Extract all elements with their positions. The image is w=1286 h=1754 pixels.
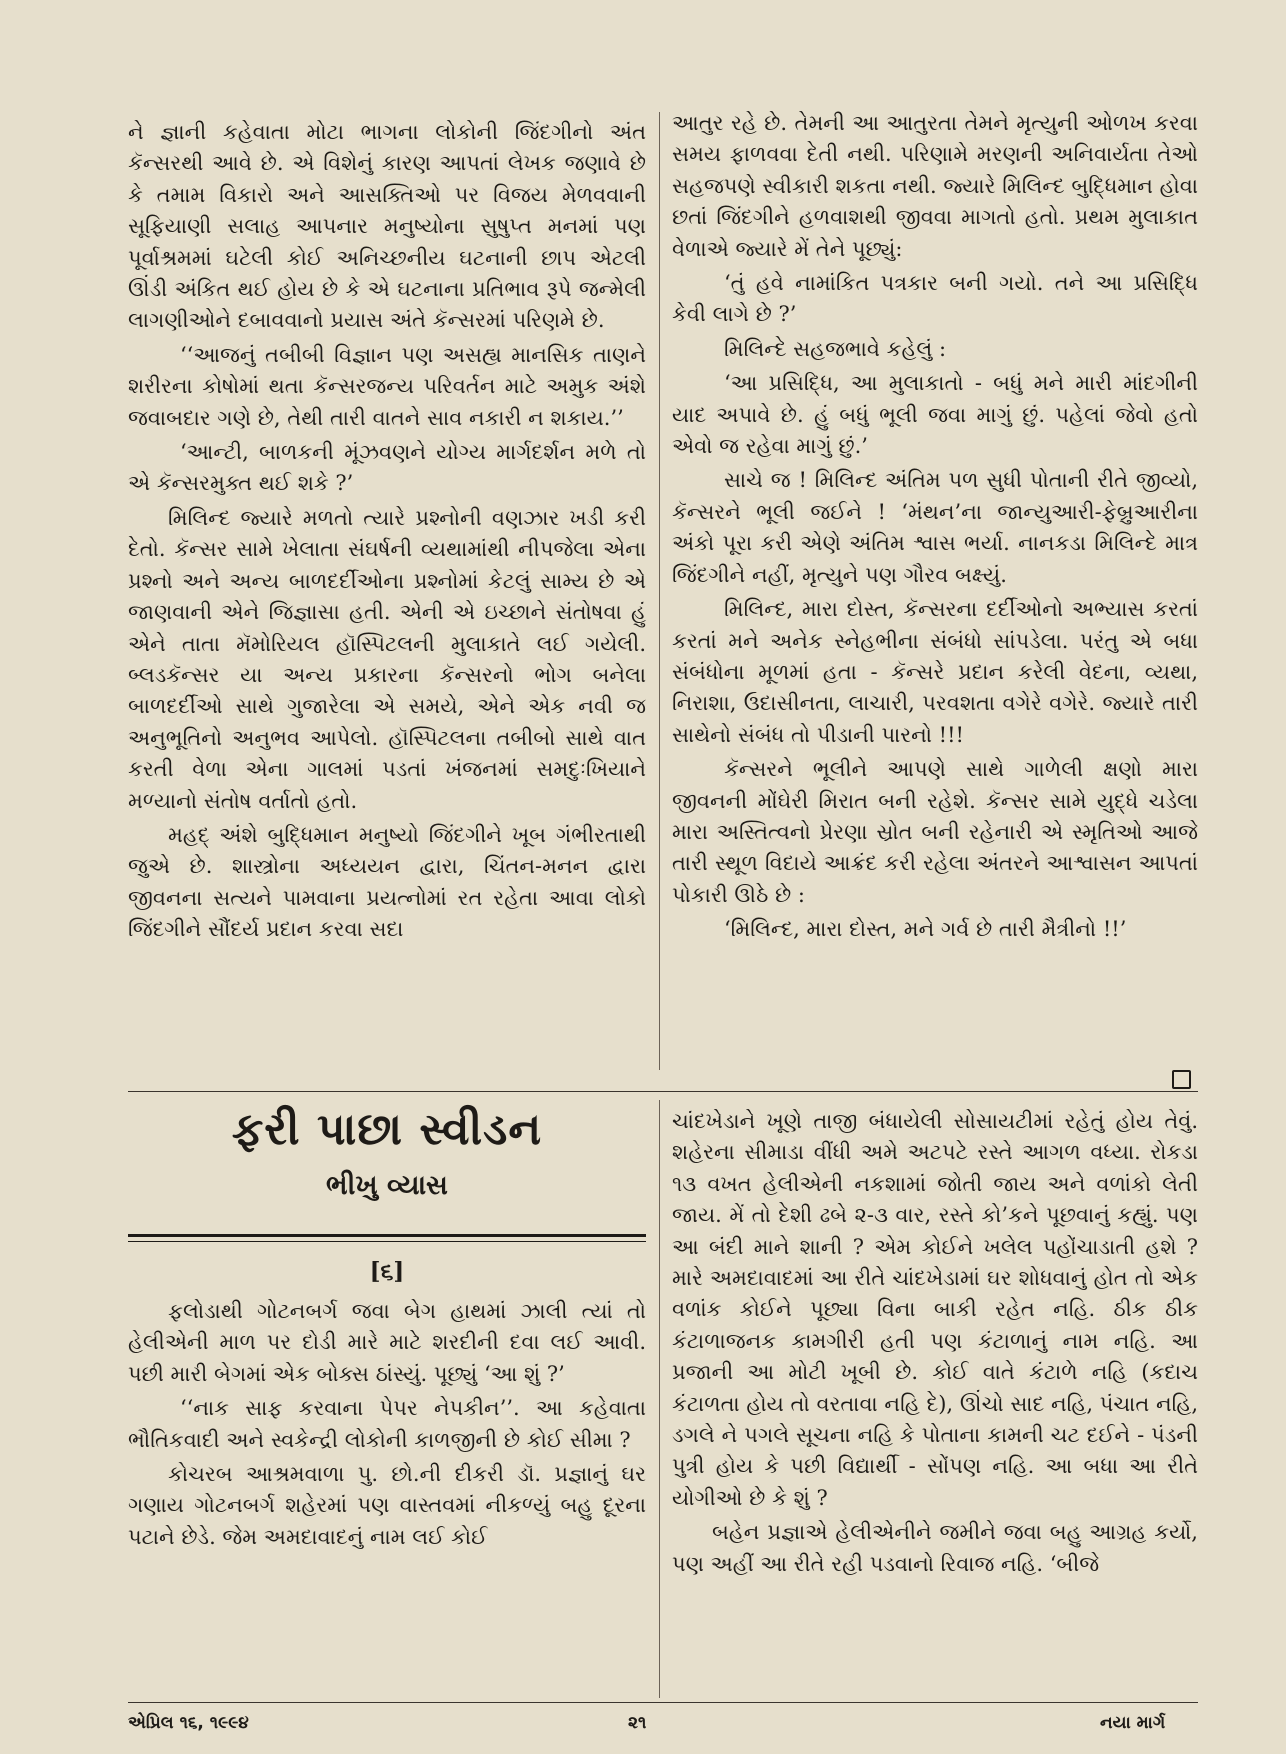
paragraph: ફલોડાથી ગોટનબર્ગ જવા બેગ હાથમાં ઝાલી ત્યાં તો હેલીએની માળ પર દોડી મારે માટે શરદીની દવા લઈ આવી. પછી મારી બેગમાં એક બોક્સ ઠાંસ્યું. પૂછ્યું ‘આ શું ?’ [128,1299,646,1386]
title-rule [128,1234,646,1237]
article-end-mark-icon [1172,1070,1191,1089]
paragraph: ‘‘નાક સાફ કરવાના પેપર નેપકીન’’. આ કહેવાતા ભૌતિકવાદી અને સ્વકેન્દ્રી લોકોની કાળજીની છે કોઈ સીમા ? [128,1396,646,1452]
paragraph: ‘મિલિન્દ, મારા દોસ્ત, મને ગર્વ છે તારી મૈત્રીનો !!’ [724,917,1127,942]
paragraph: ચાંદખેડાને ખૂણે તાજી બંધાયેલી સોસાયટીમાં રહેતું હોય તેવું. શહેરના સીમાડા વીંધી અમે અટપટે રસ્તે આગળ વધ્યા. રોકડા ૧૩ વખત હેલીએની નકશામાં જોતી જાય અને વળાંકો લેતી જાય. મેં તો દેશી ઢબે ૨-૩ વાર, રસ્તે કો’કને પૂછવાનું કહ્યું. પણ આ બંદી માને શાની ? એમ કોઈને ખલેલ પહોંચાડાતી હશે ? મારે અમદાવાદમાં આ રીતે ચાંદખેડામાં ઘર શોધવાનું હોત તો એક વળાંક કોઈને પૂછ્યા વિના બાકી રહેત નહિ. ઠીક ઠીક કંટાળાજનક કામગીરી હતી પણ કંટાળાનું નામ નહિ. આ પ્રજાની આ મોટી ખૂબી છે. કોઈ વાતે કંટાળે નહિ (કદાચ કંટાળતા હોય તો વરતાવા નહિ દે), ઊંચો સાદ નહિ, પંચાત નહિ, ડગલે ને પગલે સૂચના નહિ કે પોતાના કામની ચટ દઈને - પંડની પુત્રી હોય કે પછી વિદ્યાર્થી - સોંપણ નહિ. આ બધા આ રીતે યોગીઓ છે કે શું ? [672,1109,1198,1510]
paragraph: બહેન પ્રજ્ઞાએ હેલીએનીને જમીને જવા બહુ આગ્રહ કર્યો, પણ અહીં આ રીતે રહી પડવાનો રિવાજ નહિ. ‘બીજે [672,1520,1198,1576]
paragraph: ‘‘આજનું તબીબી વિજ્ઞાન પણ અસહ્ય માનસિક તાણને શરીરના કોષોમાં થતા કૅન્સરજન્ય પરિવર્તન માટે અમુક અંશે જવાબદાર ગણે છે, તેથી તારી વાતને સાવ નકારી ન શકાય.’’ [128,342,646,430]
paragraph: મિલિન્દ, મારા દોસ્ત, કૅન્સરના દર્દીઓનો અભ્યાસ કરતાં કરતાં મને અનેક સ્નેહભીના સંબંધો સાંપડેલા. પરંતુ એ બધા સંબંધોના મૂળમાં હતા - કૅન્સરે પ્રદાન કરેલી વેદના, વ્યથા, નિરાશા, ઉદાસીનતા, લાચારી, પરવશતા વગેરે વગેરે. જ્યારે તારી સાથેનો સંબંધ તો પીડાની પારનો !!! [672,597,1198,747]
page-number: ૨૧ [628,1713,647,1733]
footer-date: એપ્રિલ ૧૬, ૧૯૯૪ [128,1713,249,1733]
paragraph: ‘તું હવે નામાંકિત પત્રકાર બની ગયો. તને આ પ્રસિદ્ધિ કેવી લાગે છે ?’ [672,271,1199,327]
bottom-left-column [128,1296,646,1556]
top-right-column [672,108,1198,949]
top-left-column [128,117,646,949]
column-rule [659,1100,660,1698]
magazine-name: નયા માર્ગ [1100,1713,1166,1733]
section-divider [128,1091,1198,1092]
article-author: ભીખુ વ્યાસ [326,1170,448,1201]
chapter-number: [૬] [369,1258,405,1285]
paragraph: કોચરબ આશ્રમવાળા પુ. છો.ની દીકરી ડૉ. પ્રજ્ઞાનું ઘર ગણાય ગોટનબર્ગ શહેરમાં પણ વાસ્તવમાં નીકળ્યું બહુ દૂરના પટાને છેડે. જેમ અમદાવાદનું નામ લઈ કોઈ [128,1462,646,1549]
footer-rule [128,1702,1198,1703]
paragraph: મિલિન્દે સહજભાવે કહેલું : [724,336,947,361]
paragraph: ને જ્ઞાની કહેવાતા મોટા ભાગના લોકોની જિંદગીનો અંત કૅન્સરથી આવે છે. એ વિશેનું કારણ આપતાં લેખક જણાવે છે કે તમામ વિકારો અને આસક્તિઓ પર વિજય મેળવવાની સૂફિયાણી સલાહ આપનાર મનુષ્યોના સુષુપ્ત મનમાં પણ પૂર્વાશ્રમમાં ઘટેલી કોઈ અનિચ્છનીય ઘટનાની છાપ એટલી ઊંડી અંકિત થઈ હોય છે કે એ ઘટનાના પ્રતિભાવ રૂપે જન્મેલી લાગણીઓને દબાવવાનો પ્રયાસ અંતે કૅન્સરમાં પરિણમે છે. [128,120,646,333]
paragraph: ‘આ પ્રસિદ્ધિ, આ મુલાકાતો - બધું મને મારી માંદગીની યાદ અપાવે છે. હું બધું ભૂલી જવા માગું છું. પહેલાં જેવો હતો એવો જ રહેવા માગું છું.’ [672,371,1198,459]
paragraph: કૅન્સરને ભૂલીને આપણે સાથે ગાળેલી ક્ષણો મારા જીવનની મોંઘેરી મિરાત બની રહેશે. કૅન્સર સામે યુદ્ધે ચડેલા મારા અસ્તિત્વનો પ્રેરણા સ્રોત બની રહેનારી એ સ્મૃતિઓ આજે તારી સ્થૂળ વિદાયે આક્રંદ કરી રહેલા અંતરને આશ્વાસન આપતાં પોકારી ઊઠે છે : [672,757,1198,907]
paragraph: મિલિન્દ જ્યારે મળતો ત્યારે પ્રશ્નોની વણઝાર ખડી કરી દેતો. કૅન્સર સામે ખેલાતા સંઘર્ષની વ્યથામાંથી નીપજેલા એના પ્રશ્નો અને અન્ય બાળદર્દીઓના પ્રશ્નોમાં કેટલું સામ્ય છે એ જાણવાની એને જિજ્ઞાસા હતી. એની એ ઇચ્છાને સંતોષવા હું એને તાતા મૅમોરિયલ હૉસ્પિટલની મુલાકાતે લઈ ગયેલી. બ્લડકૅન્સર યા અન્ય પ્રકારના કૅન્સરનો ભોગ બનેલા બાળદર્દીઓ સાથે ગુજારેલા એ સમયે, એને એક નવી જ અનુભૂતિનો અનુભવ આપેલો. હૉસ્પિટલના તબીબો સાથે વાત કરતી વેળા એના ગાલમાં પડતાં ખંજનમાં સમદુઃખિયાને મળ્યાનો સંતોષ વર્તાતો હતો. [128,505,646,813]
paragraph: સાચે જ ! મિલિન્દ અંતિમ પળ સુધી પોતાની રીતે જીવ્યો, કૅન્સરને ભૂલી જઈને ! ‘મંથન’ના જાન્યુઆરી-ફેબ્રુઆરીના અંકો પૂરા કરી એણે અંતિમ શ્વાસ ભર્યા. નાનકડા મિલિન્દે માત્ર જિંદગીને નહીં, મૃત્યુને પણ ગૌરવ બક્ષ્યું. [672,468,1198,587]
paragraph: ‘આન્ટી, બાળકની મૂંઝવણને યોગ્ય માર્ગદર્શન મળે તો એ કૅન્સરમુક્ત થઈ શકે ?’ [128,440,646,496]
paragraph: આતુર રહે છે. તેમની આ આતુરતા તેમને મૃત્યુની ઓળખ કરવા સમય ફાળવવા દેતી નથી. પરિણામે મરણની અનિવાર્યતા તેઓ સહજપણે સ્વીકારી શકતા નથી. જ્યારે મિલિન્દ બુદ્ધિમાન હોવા છતાં જિંદગીને હળવાશથી જીવવા માગતો હતો. પ્રથમ મુલાકાત વેળાએ જ્યારે મેં તેને પૂછ્યું: [672,111,1198,261]
article-title: ફરી પાછા સ્વીડન [231,1104,543,1155]
paragraph: મહદ્ અંશે બુદ્ધિમાન મનુષ્યો જિંદગીને ખૂબ ગંભીરતાથી જુએ છે. શાસ્ત્રોના અધ્યયન દ્વારા, ચિંતન-મનન દ્વારા જીવનના સત્યને પામવાના પ્રયત્નોમાં રત રહેતા આવા લોકો જિંદગીને સૌંદર્ય પ્રદાન કરવા સદા [128,822,646,942]
bottom-right-column [672,1106,1198,1583]
column-rule [659,112,660,1070]
title-rule-thin [128,1241,646,1242]
